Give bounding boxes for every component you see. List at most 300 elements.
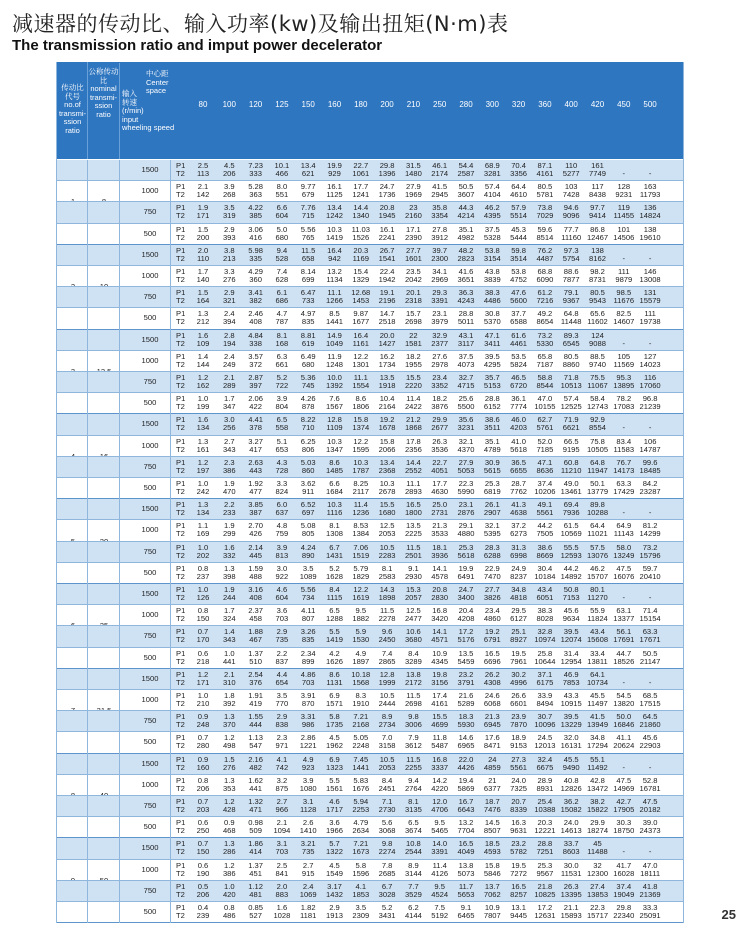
power-value: 42.8 [590,775,605,785]
torque-value: 7877 [562,275,580,284]
power-value: 43.4 [590,627,605,637]
row-input-speed: 500 [143,398,157,408]
power-value: 62.7 [537,415,553,425]
torque-value: 4395 [483,211,501,221]
row-input-speed: 1000 [141,186,159,196]
power-value: 10.5 [379,691,395,700]
torque-value: 8028 [536,614,554,624]
row-p-label: P1 [176,775,186,785]
row-p-label: P1 [176,669,186,679]
row-input-speed: 1500 [141,504,159,514]
row-t-label: T2 [176,868,185,878]
torque-value: 14969 [613,783,635,793]
torque-value: 197 [196,465,210,475]
torque-value: 2422 [404,402,422,412]
torque-value: 2300 [431,253,449,263]
power-value: 2.9 [276,712,288,722]
torque-value: 12074 [560,635,582,645]
power-value: 6.3 [276,351,288,361]
power-value: 11.4 [406,394,421,404]
power-value: 23.5 [406,267,421,276]
power-value: 21.6 [458,691,474,700]
power-value: 1.9 [197,203,209,213]
torque-value: 4426 [457,762,475,772]
torque-value: 5618 [457,550,475,560]
power-value: 28.9 [537,775,553,785]
torque-value: 2066 [378,444,396,454]
power-value: 47.5 [642,797,658,806]
power-value: 105 [617,351,631,361]
torque-value: 353 [222,783,236,793]
power-value: 110 [565,161,578,170]
torque-value: 2390 [404,232,422,242]
power-value: 37.1 [537,669,553,679]
power-value: 21.3 [432,521,448,531]
torque-value: 10644 [534,656,556,666]
header-distance-450: 450 [617,100,631,109]
power-value: 43.1 [458,330,474,340]
torque-value: 17515 [639,699,661,708]
torque-value: 9543 [589,296,606,306]
power-value: 6.6 [276,203,288,213]
power-value: 42.7 [616,797,632,806]
power-value: 9.1 [460,903,472,912]
power-value: 37.5 [458,351,474,361]
power-value: 48.2 [458,245,474,255]
torque-value: 213 [222,253,236,263]
torque-value: - [622,593,626,602]
power-value: 1.91 [248,691,263,700]
torque-value: 1561 [326,783,343,793]
header-input-speed [122,90,182,133]
torque-value: 5930 [457,720,475,730]
torque-value: 2225 [404,529,422,539]
torque-value: 1567 [326,402,343,412]
torque-value: 1619 [352,593,370,602]
torque-value: 134 [196,508,210,518]
torque-value: - [648,423,652,433]
power-value: 78.2 [616,394,632,404]
header-ratio-code-line: no.of [64,100,81,109]
power-value: 5.2 [276,373,288,382]
power-value: 11.4 [353,500,368,510]
torque-value: 1427 [378,338,396,348]
power-value: 23.4 [484,606,500,616]
torque-value: 2477 [404,614,422,624]
power-value: 7.8 [381,860,393,870]
torque-value: 1410 [299,826,317,836]
power-value: 3.6 [276,606,288,616]
torque-value: 18485 [639,465,661,475]
row-divider [56,901,684,902]
torque-value: 5990 [457,487,475,496]
torque-value: 8860 [562,359,580,369]
power-value: 3.27 [248,436,263,446]
power-value: 4.79 [353,818,369,828]
power-value: 37.5 [484,224,500,234]
power-value: 22.7 [432,457,448,467]
power-value: 136 [643,203,657,213]
torque-value: 16846 [613,720,635,730]
power-value: 10.3 [327,436,342,446]
torque-value: 22340 [613,911,635,920]
torque-value: 3839 [483,275,501,284]
torque-value: 8339 [510,805,528,814]
power-value: 8.5 [329,309,340,319]
power-value: 3.1 [302,797,314,806]
torque-value: 10825 [534,889,556,899]
power-value: 17.7 [353,182,369,192]
power-value: 26.7 [379,245,395,255]
torque-value: 7870 [510,720,528,730]
torque-value: 6068 [483,699,501,708]
power-value: 10.3 [327,500,342,510]
torque-value: 332 [222,550,236,560]
power-value: 31.5 [406,161,421,170]
power-value: 3.1 [276,839,288,849]
torque-value: 468 [222,826,236,836]
power-value: 12.2 [353,436,369,446]
torque-value: 2451 [378,783,396,793]
power-value: 35.1 [484,436,500,446]
power-value: 71.8 [563,373,579,382]
torque-value: 5761 [536,423,554,433]
power-value: 15.8 [353,415,369,425]
power-value: 2.1 [276,818,288,828]
power-value: 39.5 [484,351,500,361]
torque-value: 8931 [536,783,554,793]
power-value: 19.4 [458,775,474,785]
torque-value: 1942 [378,275,396,284]
torque-value: 3791 [457,677,475,687]
power-value: 2.87 [248,373,263,382]
row-p-label: P1 [176,161,186,170]
torque-value: 206 [196,889,210,899]
header-center-space-line: Center [146,77,169,87]
torque-value: 14023 [639,359,661,369]
header-distance-300: 300 [485,100,499,109]
power-value: 2.9 [276,627,288,637]
torque-value: 4571 [431,635,449,645]
torque-value: 2730 [378,805,396,814]
power-value: 1.2 [224,860,235,870]
power-value: 21.3 [484,712,500,722]
row-input-speed: 1000 [141,355,159,365]
power-value: 10.9 [432,648,448,658]
torque-value: 6152 [483,402,501,412]
torque-value: 838 [275,720,289,730]
power-value: 76.7 [616,457,632,467]
row-t-label: T2 [176,720,185,730]
power-value: 39.5 [563,627,579,637]
torque-value: - [648,508,652,518]
row-t-label: T2 [176,911,185,920]
torque-value: 14299 [639,529,661,539]
torque-value: 7062 [483,889,501,899]
row-t-label: T2 [176,211,185,221]
power-value: 41.8 [642,881,658,891]
power-value: 2.1 [197,182,209,192]
torque-value: 6288 [483,550,501,560]
power-value: 4.9 [302,754,314,764]
torque-value: 12826 [560,783,582,793]
power-value: 5.9 [355,627,367,637]
torque-value: 9879 [615,275,633,284]
power-value: 2.8 [224,330,235,340]
power-value: 15.8 [484,860,500,870]
torque-value: 11492 [587,762,608,772]
torque-value: 3536 [431,444,449,454]
torque-value: 4578 [431,571,449,581]
power-value: 4.8 [276,521,288,531]
row-t-label: T2 [176,317,185,327]
power-value: 1.88 [248,627,263,637]
torque-value: 4051 [431,465,449,475]
power-value: 10.4 [379,394,395,404]
power-value: 76.2 [537,245,553,255]
power-value: 24.9 [511,563,526,573]
torque-value: 1419 [326,232,343,242]
power-value: 73.2 [537,330,553,340]
power-value: 8.0 [276,182,288,192]
torque-value: 1248 [326,359,343,369]
power-value: 1.9 [224,479,235,488]
power-value: 1.2 [224,797,235,806]
torque-value: 1519 [352,550,370,560]
torque-value: 19610 [639,232,661,242]
power-value: 3.9 [224,182,235,192]
power-value: 22.9 [484,563,500,573]
power-value: 2.16 [248,754,263,764]
power-value: 5.98 [248,245,263,255]
torque-value: 5869 [457,783,475,793]
torque-value: - [622,677,626,687]
power-value: 26.1 [484,500,500,510]
row-p-label: P1 [176,818,186,828]
torque-value: 5754 [562,253,580,263]
torque-value: 9096 [562,211,580,221]
row-input-speed: 1500 [141,843,159,853]
torque-value: 5487 [431,741,449,751]
power-value: 127 [643,351,657,361]
power-value: 3.57 [248,351,263,361]
torque-value: 17671 [639,635,661,645]
torque-value: 7807 [483,911,501,920]
power-value: 4.86 [300,669,316,679]
power-value: 71.9 [563,415,579,425]
torque-value: 397 [249,381,262,390]
power-value: 1.2 [197,669,209,679]
power-value: 3.21 [300,839,316,849]
torque-value: 1626 [326,656,343,666]
row-p-label: P1 [176,288,186,298]
torque-value: 144 [196,359,210,369]
power-value: 1.3 [224,712,235,722]
torque-value: 841 [275,868,289,878]
header-distance-180: 180 [354,100,368,109]
power-value: 2.2 [276,648,288,658]
power-value: 13.8 [406,669,421,679]
power-value: 2.5 [197,161,209,170]
torque-value: 787 [275,317,289,327]
row-p-label: P1 [176,903,186,912]
power-value: 35.7 [484,373,500,382]
power-value: 36.5 [511,457,526,467]
torque-value: 1322 [326,847,343,857]
power-value: 88.5 [590,351,605,361]
power-value: 38.6 [537,542,553,552]
power-value: 19.2 [379,415,395,425]
power-value: 1.4 [197,351,209,361]
power-value: 3.85 [248,500,263,510]
power-value: 0.5 [197,881,209,891]
torque-value: 6621 [562,423,580,433]
power-value: 2.0 [197,245,209,255]
row-p-label: P1 [176,267,186,276]
power-value: 5.83 [353,775,369,785]
header-distance-400: 400 [564,100,578,109]
power-value: 84.2 [642,479,658,488]
power-value: 2.06 [248,394,263,404]
torque-value: 15707 [586,571,609,581]
power-value: 58.4 [590,394,605,404]
torque-value: 9490 [562,762,580,772]
power-value: 161 [591,161,604,170]
header-divider [119,62,120,159]
torque-value: 110 [196,253,210,263]
torque-value: 3431 [378,911,396,920]
row-p-label: P1 [176,754,186,764]
torque-value: 3674 [404,826,422,836]
row-divider [56,816,684,817]
power-value: 15.5 [406,373,421,382]
row-t-label: T2 [176,593,185,602]
power-value: 12.2 [353,351,369,361]
torque-value: 733 [301,296,315,306]
torque-value: 319 [222,211,236,221]
power-value: 11.1 [353,373,368,382]
power-value: 64.9 [616,521,632,531]
torque-value: 11455 [613,211,635,221]
power-value: 19.1 [379,288,395,298]
torque-value: 11676 [613,296,635,306]
power-value: 23.4 [432,373,448,382]
torque-value: 2274 [378,847,396,857]
power-value: 5.03 [300,457,316,467]
power-value: 26.3 [432,436,448,446]
torque-value: 3391 [431,847,449,857]
power-value: 27.8 [432,224,448,234]
torque-value: 11947 [587,465,608,475]
power-value: 4.41 [248,415,263,425]
torque-value: 109 [196,338,210,348]
torque-value: - [648,593,652,602]
power-value: 3.8 [224,245,235,255]
torque-value: 212 [196,317,210,327]
torque-value: 249 [222,359,236,369]
power-value: 52.8 [642,775,658,785]
torque-value: 1628 [326,571,343,581]
power-value: 7.6 [329,394,340,404]
power-value: 34.8 [590,733,605,743]
torque-value: 4308 [483,677,501,687]
row-t-label: T2 [176,338,185,348]
torque-value: 12743 [586,402,609,412]
torque-value: 2830 [431,593,449,602]
torque-value: 387 [249,508,262,518]
torque-value: 3158 [378,741,396,751]
power-value: 56.1 [616,627,632,637]
torque-value: 837 [275,656,289,666]
power-value: 128 [617,182,631,192]
row-p-label: P1 [176,245,186,255]
power-value: 3.3 [276,479,288,488]
torque-value: 13949 [586,720,609,730]
torque-value: 6273 [510,529,528,539]
torque-value: 3028 [378,889,396,899]
torque-value: 5615 [483,465,501,475]
power-value: 30.9 [484,457,500,467]
torque-value: 363 [249,190,262,200]
power-value: 5.79 [353,563,369,573]
torque-value: 8162 [589,253,606,263]
torque-value: 17429 [613,487,635,496]
power-value: 15.5 [432,712,448,722]
power-value: 8.22 [300,415,316,425]
power-value: 7.45 [353,754,369,764]
torque-value: 394 [222,317,236,327]
torque-value: 11583 [613,444,635,454]
power-value: 19.2 [484,627,500,637]
torque-value: 250 [196,826,210,836]
power-value: 83.4 [616,436,632,446]
torque-value: 5153 [483,381,501,390]
power-value: 24.7 [379,182,395,192]
power-value: 41.6 [458,267,474,276]
power-value: 0.6 [197,648,209,658]
torque-value: 1999 [378,677,396,687]
header-ratio-code-line: 传动比 [61,83,84,92]
header-ratio-code-line: 代号 [65,91,80,101]
torque-value: 237 [196,571,210,581]
power-value: 20.0 [379,330,395,340]
power-value: 97.7 [590,203,605,213]
torque-value: 1787 [352,465,370,475]
torque-value: 13229 [560,720,582,730]
power-value: 24 [488,754,497,764]
row-divider [56,350,684,351]
torque-value: 7774 [510,402,528,412]
power-value: 37.4 [616,881,632,891]
torque-value: 2444 [378,699,396,708]
torque-value: 1125 [326,190,343,200]
torque-value: 12221 [534,826,556,836]
torque-value: 1431 [326,550,343,560]
power-value: 1.32 [248,797,263,806]
power-value: 45.6 [563,606,579,616]
torque-value: 3117 [457,338,475,348]
row-t-label: T2 [176,889,185,899]
torque-value: 8603 [562,847,580,857]
torque-value: 2117 [352,487,369,496]
torque-value: 13820 [613,699,635,708]
header-distance-320: 320 [511,100,526,109]
torque-value: 3391 [431,296,449,306]
power-value: 103 [564,182,578,192]
power-value: 6.5 [408,818,419,828]
torque-value: 2634 [352,826,370,836]
power-value: 13.5 [458,648,474,658]
